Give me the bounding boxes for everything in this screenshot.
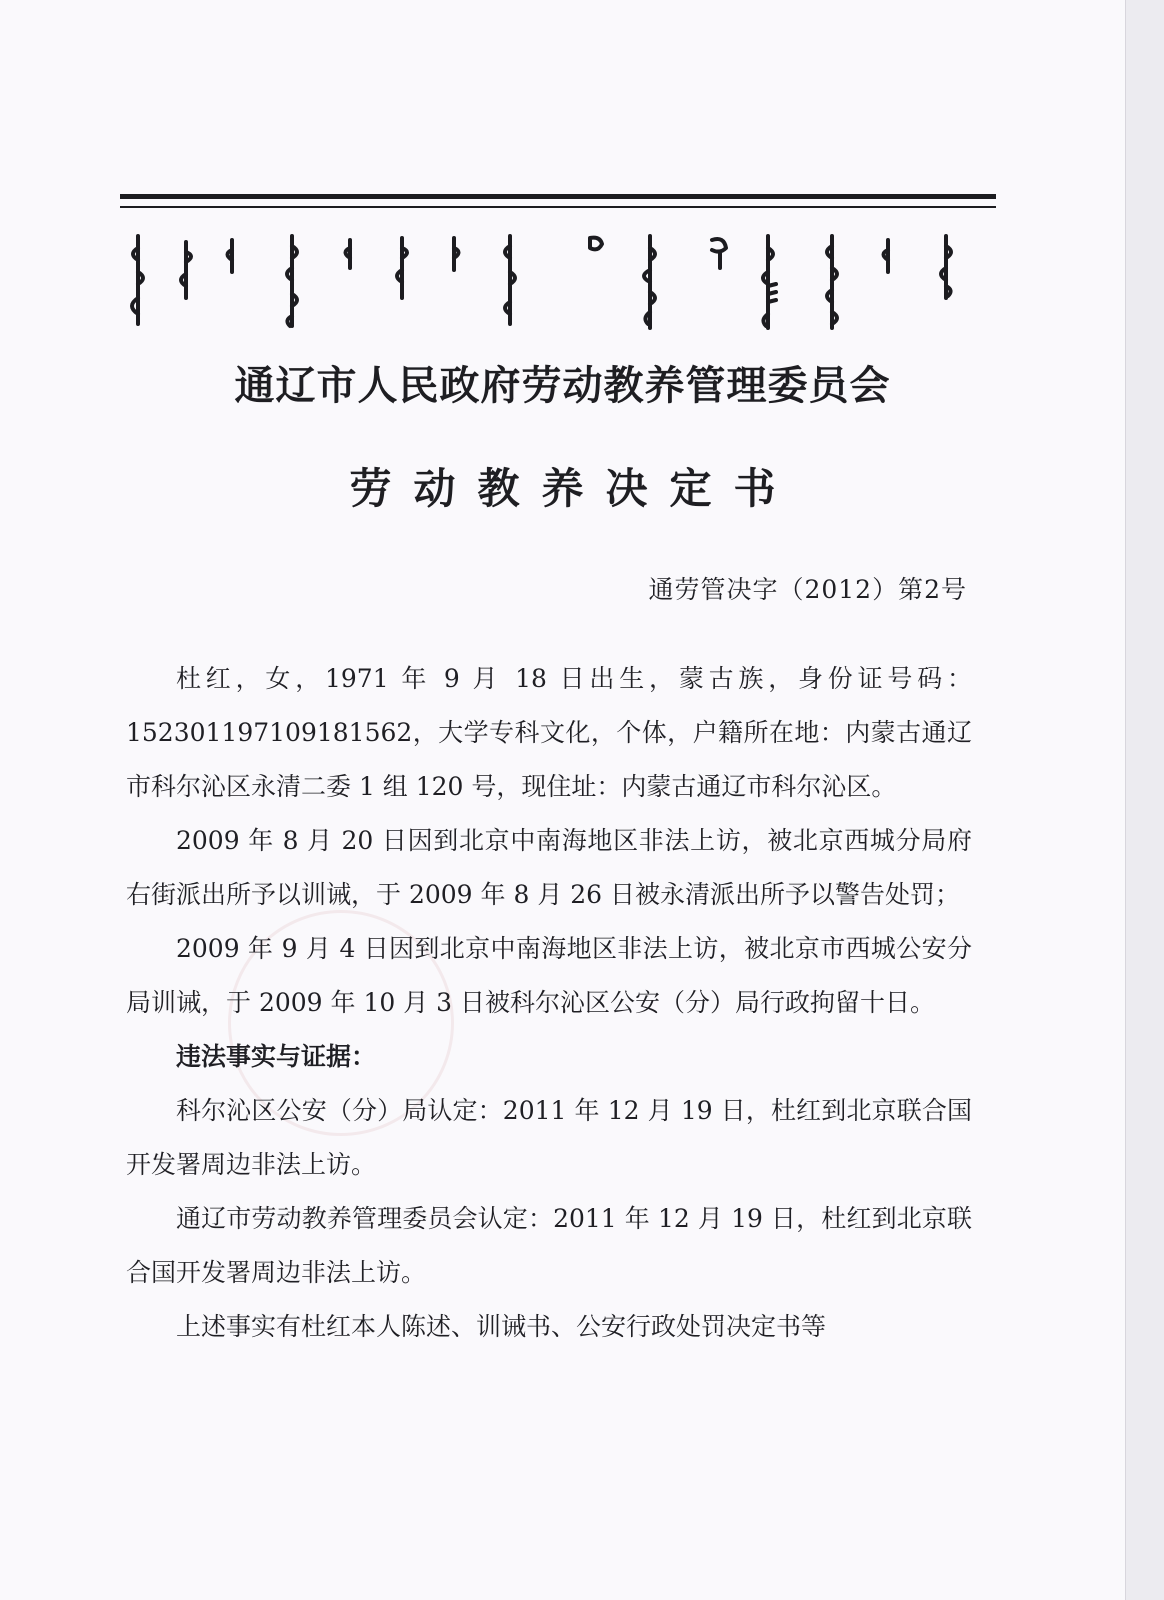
issuer-title: 通辽市人民政府劳动教养管理委员会 bbox=[234, 363, 891, 409]
page-edge bbox=[1125, 0, 1164, 1600]
document-title: 劳动教养决定书 bbox=[349, 464, 798, 513]
header-rule-thin bbox=[120, 206, 996, 208]
paragraph-committee-finding: 通辽市劳动教养管理委员会认定：2011 年 12 月 19 日，杜红到北京联合国开发署周边非法上访。 bbox=[126, 1204, 972, 1287]
document-number: 通劳管决字（2012）第2号 bbox=[648, 575, 967, 604]
paragraph-evidence: 上述事实有杜红本人陈述、训诫书、公安行政处罚决定书等 bbox=[176, 1312, 827, 1341]
paragraph-prior-record-2: 2009 年 9 月 4 日因到北京中南海地区非法上访，被北京市西城公安分局训诫，于 2009 年 10 月 3 日被科尔沁区公安（分）局行政拘留十日。 bbox=[126, 934, 972, 1017]
paragraph-police-finding: 科尔沁区公安（分）局认定：2011 年 12 月 19 日，杜红到北京联合国开发署周边非法上访。 bbox=[126, 1096, 972, 1179]
paragraph-prior-record-1: 2009 年 8 月 20 日因到北京中南海地区非法上访，被北京西城分局府右街派出所予以训诫，于 2009 年 8 月 26 日被永清派出所予以警告处罚； bbox=[126, 826, 972, 909]
section-heading-facts: 违法事实与证据： bbox=[176, 1042, 377, 1071]
paragraph-personal-info: 杜红，女，1971 年 9 月 18 日出生，蒙古族，身份证号码：152301197109181562，大学专科文化，个体，户籍所在地：内蒙古通辽市科尔沁区永清二委 1 组 120 号，现住址：内蒙古通辽市科尔沁区。 bbox=[126, 664, 972, 801]
document-body bbox=[126, 652, 972, 1354]
header-rule-thick bbox=[120, 194, 996, 199]
mongolian-script-header bbox=[120, 228, 990, 338]
